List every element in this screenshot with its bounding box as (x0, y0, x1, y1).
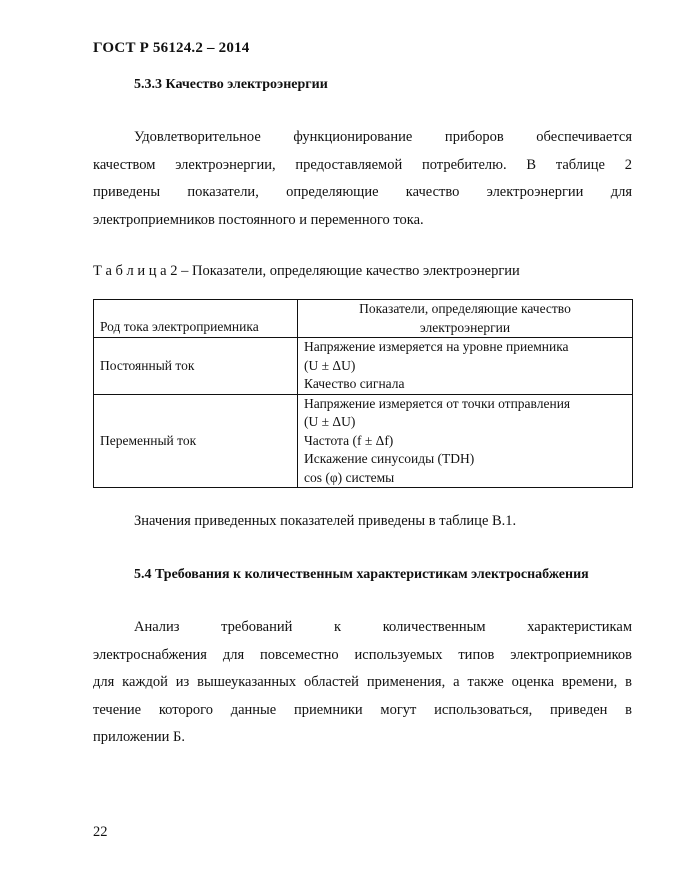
indicator-item: (U ± ΔU) (304, 357, 356, 373)
paragraph-line: Удовлетворительное функционирование приборов обеспечивается (134, 129, 632, 145)
col1-header: Род тока электроприемника (94, 300, 298, 338)
table-row-dc (94, 338, 633, 395)
section-5-3-3-title: 5.3.3 Качество электроэнергии (134, 77, 328, 92)
current-type-cell: Постоянный ток (94, 338, 298, 395)
current-type-cell: Переменный ток (94, 394, 298, 488)
indicator-item: cos (φ) системы (304, 469, 395, 485)
col2-header-line: электроэнергии (419, 319, 511, 335)
indicator-item: (U ± ΔU) (304, 414, 356, 429)
paragraph-line: течение которого данные приемники могут использоваться, приведен в (93, 701, 632, 718)
paragraph-line: качеством электроэнергии, предоставляемой потребителю. В таблице 2 (93, 156, 632, 173)
document-header: ГОСТ Р 56124.2 – 2014 (93, 40, 250, 56)
indicator-item: Искажение синусоиды (TDH) (304, 451, 475, 466)
paragraph-line: приложении Б. (93, 729, 186, 745)
indicators-cell (298, 338, 633, 395)
quality-table (93, 299, 633, 488)
indicator-item: Напряжение измеряется на уровне приемника (304, 339, 569, 354)
paragraph-line: для каждой из вышеуказанных областей применения, а также оценка времени, в (93, 674, 632, 690)
table-row-ac (94, 394, 633, 488)
indicators-cell (298, 394, 633, 488)
indicator-item: Частота (f ± Δf) (304, 432, 394, 448)
page-number: 22 (93, 824, 108, 840)
indicator-item: Напряжение измеряется от точки отправления (304, 395, 571, 411)
section-5-3-3-paragraph (93, 124, 632, 234)
paragraph-line: электроснабжения для повсеместно используемых типов электроприемников (93, 646, 632, 663)
col2-header-line: Показатели, определяющие качество (359, 301, 571, 316)
paragraph-line: Анализ требований к количественным характеристикам (134, 619, 632, 635)
section-5-4-title: 5.4 Требования к количественным характеристикам электроснабжения (134, 567, 589, 582)
paragraph-line: приведены показатели, определяющие качество электроэнергии для (93, 184, 632, 200)
section-5-4-paragraph (93, 614, 632, 752)
table-note: Значения приведенных показателей приведены в таблице В.1. (134, 513, 517, 529)
table-caption: Т а б л и ц а 2 – Показатели, определяющие качество электроэнергии (93, 263, 520, 279)
indicator-item: Качество сигнала (304, 376, 405, 391)
table-header-row (94, 300, 633, 338)
paragraph-line: электроприемников постоянного и переменного тока. (93, 211, 424, 228)
col2-header (298, 300, 633, 338)
